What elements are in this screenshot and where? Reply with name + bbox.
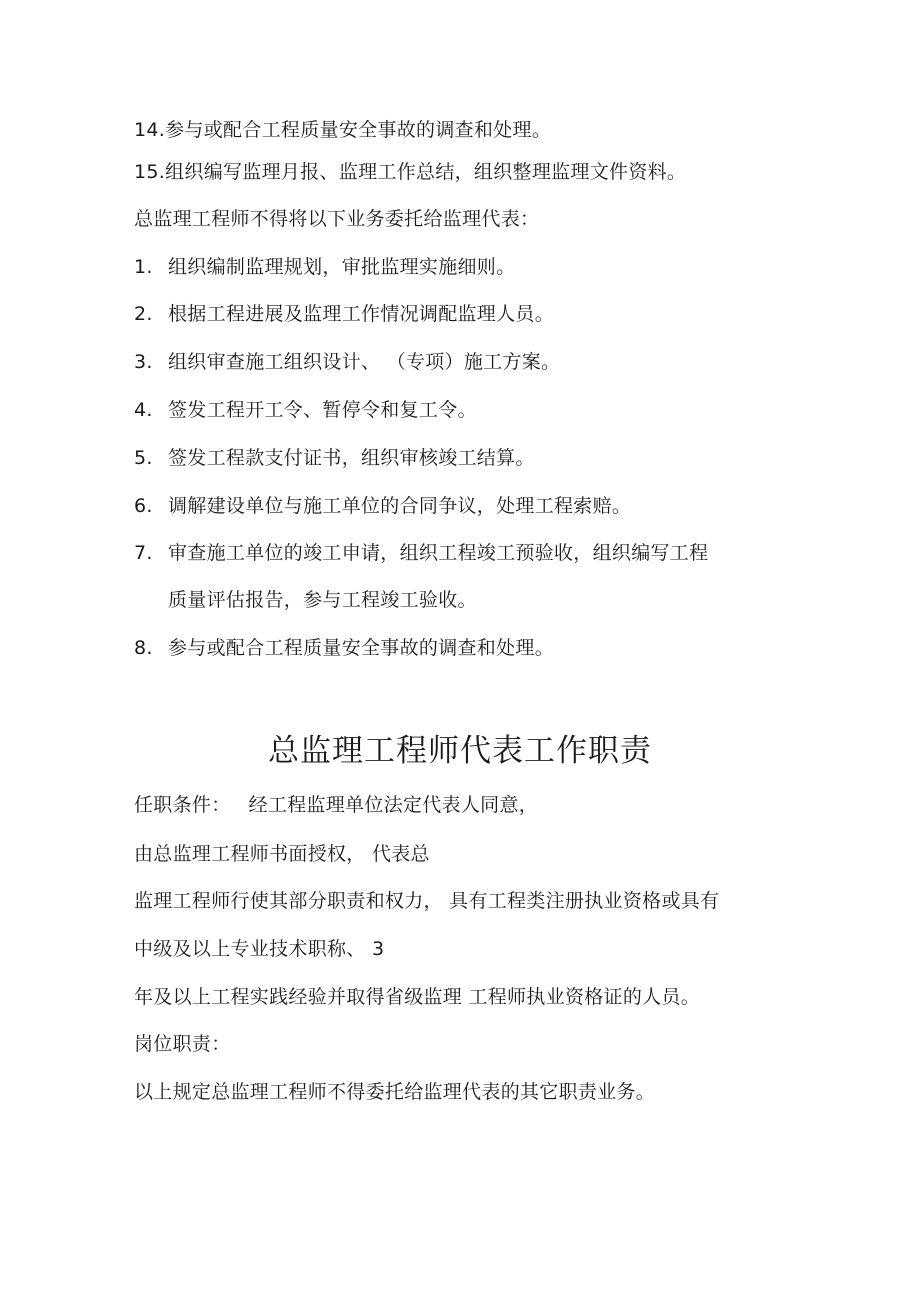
item-text: 签发工程款支付证书，组织审核竣工结算。: [168, 447, 535, 469]
list-item-1: [134, 253, 515, 281]
item-number: 4.: [134, 399, 153, 421]
list-item-2: [134, 300, 554, 328]
item-text: 参与或配合工程质量安全事故的调查和处理。: [165, 119, 552, 141]
item-text: 组织编写监理月报、监理工作总结，组织整理监理文件资料。: [165, 161, 687, 183]
conditions-text: 经工程监理单位法定代表人同意，: [248, 794, 539, 816]
list-item-6: [134, 492, 631, 520]
body-line: 中级及以上专业技术职称、 3: [134, 938, 385, 960]
item-number: 8.: [134, 637, 153, 659]
item-text: 组织编制监理规划，审批监理实施细则。: [168, 256, 516, 278]
item-number: 3.: [134, 351, 153, 373]
list-item-5: [134, 444, 535, 472]
item-number: 7.: [134, 542, 153, 564]
item-number: 1.: [134, 256, 153, 278]
body-line: 监理工程师行使其部分职责和权力， 具有工程类注册执业资格或具有: [134, 890, 720, 912]
conditions-label: 任职条件：: [134, 794, 231, 816]
duties-label: 岗位职责：: [134, 1033, 231, 1055]
section-title: 总监理工程师代表工作职责: [268, 733, 652, 769]
list-item-7-continuation: 质量评估报告，参与工程竣工验收。: [168, 589, 477, 611]
closing-text: 以上规定总监理工程师不得委托给监理代表的其它职责业务。: [134, 1081, 656, 1103]
body-line: 由总监理工程师书面授权， 代表总: [134, 843, 430, 865]
item-text: 调解建设单位与施工单位的合同争议，处理工程索赔。: [168, 495, 632, 517]
item-number: 6.: [134, 495, 153, 517]
list-item-15: [134, 158, 686, 186]
item-text: 签发工程开工令、暂停令和复工令。: [168, 399, 477, 421]
list-item-3: [134, 348, 560, 376]
list-item-7: [134, 539, 708, 567]
item-number: 15.: [134, 161, 166, 183]
item-number: 5.: [134, 447, 153, 469]
item-number: 2.: [134, 303, 153, 325]
item-text: 组织审查施工组织设计、 （专项）施工方案。: [168, 351, 561, 373]
list-item-14: [134, 116, 551, 144]
list-item-4: [134, 396, 477, 424]
item-text: 参与或配合工程质量安全事故的调查和处理。: [168, 637, 555, 659]
intro-text: 总监理工程师不得将以下业务委托给监理代表：: [134, 208, 540, 230]
item-text: 审查施工单位的竣工申请，组织工程竣工预验收，组织编写工程: [168, 542, 709, 564]
item-number: 14.: [134, 119, 166, 141]
list-item-8: [134, 634, 554, 662]
conditions-line: [134, 791, 538, 819]
body-line: 年及以上工程实践经验并取得省级监理 工程师执业资格证的人员。: [134, 986, 701, 1008]
item-text: 根据工程进展及监理工作情况调配监理人员。: [168, 303, 555, 325]
